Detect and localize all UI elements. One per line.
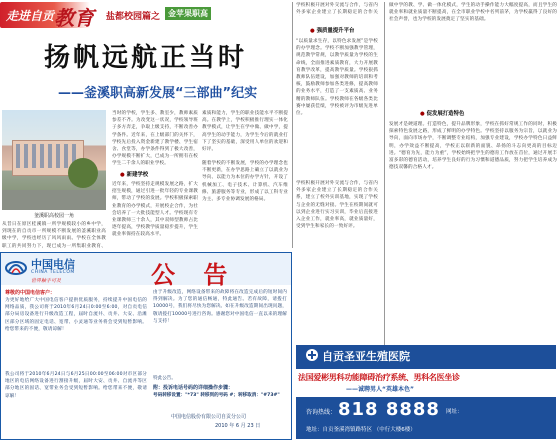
col2-text: 当时的学校，学生多、教室少，教师素质参差不齐。为改变这一状况，学校领导班子多方奔走，争取上级支持，不断改善办学条件。近年来，在上级部门的关怀下，学校先后投入资金新建了教学楼、学生宿舍、食堂等，办学条件得到了极大改善，办学规模不断扩大，已成为一所拥有在校学生二千余人的职业学校。 <box>112 111 198 166</box>
telecom-slogan: 世界触手可及 <box>31 278 62 284</box>
telecom-brand-cn: 中国电信 <box>31 258 75 271</box>
telecom-notice-line: 特此公告。 <box>153 376 176 381</box>
col5b-text: 发展才是硬道理。打造特色，提升品牌形象，学校在抓好常规工作的同时，积极探索特色发展之路，形成了鲜明的办学特色。学校坚持以服务为宗旨，以就业为导向，面向市场办学，不断调整专业结构，加强专业建设，学校办学特色日益鲜明，办学效益不断提高，学校正以崭新的面貌、昂扬的斗志向更高的目标迈进。“德育为先，能力为重”，学校始终把学生的德育工作放在首位，通过开展丰富多彩的德育活动，培养学生良好的行为习惯和道德品质，努力把学生培养成为德技双馨的合格人才。 <box>389 122 557 171</box>
divider-col4 <box>292 2 293 248</box>
hospital-website-label: 网址： <box>446 409 463 415</box>
telecom-date: 2010 年 6 月 23 日 <box>215 423 261 429</box>
col4-text: “以质量求生存，以特色求发展”是学校的办学理念。学校不断加强教学管理，规范教学常规，以教学质量为学校的生命线，全面推进素质教育，大力开展教育教学改革，提高教学质量。学校狠抓教师队伍建设，加强对教师的培训和考核，鼓励教师参加各类进修，提高教师的业务水平，打造了一支素质高、业务精的教师队伍。学校教师在各级各类比赛中屡获佳绩，学校被评为市级先进单位。 <box>296 39 378 117</box>
photo-tree <box>68 158 98 188</box>
telecom-issuer: 中国电信股份有限公司自贡分公司 <box>171 414 247 420</box>
telecom-contact: 号码转移设置："*73" 转移到的号码 #；转移取消："#73#" <box>153 393 280 398</box>
telecom-greeting: 尊敬的中国电信客户： <box>5 290 56 296</box>
col4-intro <box>296 2 378 16</box>
hospital-logo-cross-h <box>308 354 316 356</box>
hospital-ad-box <box>296 345 556 439</box>
col3b-text: 随着学校的不断发展，学校的办学理念也不断更新，在办学思路上确立了以就业为导向、以能力为本位的办学方针，开设了机械加工、电子技术、计算机、汽车维修、旅游服务等专业，形成了以工科专业为主、多专业协调发展的格局。 <box>202 161 288 203</box>
campus-photo <box>2 110 106 210</box>
hospital-address: 地址：自贡釜溪湾镇路特区 （中行大楼6楼） <box>306 427 416 433</box>
telecom-logo-icon <box>5 257 27 279</box>
telecom-body-left2: 我公司将于2010年6月24日与6月25日00:00至06:00对市区部分地区的电信网络设备进行割接升级，届时大安、贡井、自流井等区部分地区的固话、宽带业务会受到短暂影响。给您带来不便，敬请谅解！ <box>5 372 147 399</box>
hospital-slogan: ——诚聘男人“英雄本色” <box>346 386 414 393</box>
section3-bullet: ● <box>420 111 425 117</box>
col1-text: 从昔日在原区桂溪镇一所学规模较小的乡中学，到现在的自贡市一所规模不断发展的釜溪职业高级中学，学校也经历了风风雨雨。学校在全体教职工的共同努力下，现已成为一所集职业教育、 <box>2 222 106 249</box>
hospital-logo-icon <box>306 349 318 361</box>
telecom-brand-en: CHINA TELECOM <box>31 270 75 275</box>
photo-road <box>2 190 106 210</box>
section3-title: 促发展打造特色 <box>426 111 465 117</box>
telecom-ad <box>0 252 292 440</box>
hospital-hotline-label: 咨询热线： <box>306 409 337 416</box>
section2-bullet: ● <box>310 28 315 34</box>
col4b-text: 学校积极开展对外交流与合作，与省内外多家企业建立了长期稳定的合作关系，建立了校外实训基地，实现了学校与企业的无缝对接。学生在校期间就可以到企业进行实习实训，毕业后直接进入企业工作，就业率高，就业质量好，受到学生和家长的一致好评。 <box>296 181 378 230</box>
telecom-title: 公 告 <box>151 260 238 289</box>
masthead-series-big: 教育 <box>54 6 94 30</box>
hospital-hotline: 818 8888 <box>338 399 440 420</box>
col5-text: 做中学的教、学、做一体化模式，学生的动手操作能力大幅度提高，而且学生的就业率和就业质量不断提高，在全市职业学校中名列前茅，为学校赢得了良好的社会声誉，也为学校的发展奠定了坚实的基础。 <box>389 3 557 23</box>
col2b-text: 近年来，学校坚持走规模发展之路，扩大招生规模，通过引进一批年轻的专业课教师，带动了学校的发展。学校积极探索职业教育的办学模式，开展校企合作，为社会培养了一大批技能型人才。学校现有专业课教师三十余人，其中双师型教师占比逐年提高，学校教学质量稳步提升，学生就业率保持在较高水平。 <box>112 182 198 238</box>
headline: 扬帆远航正当时 <box>44 43 248 73</box>
masthead-subtitle-box: 金苹果职高 <box>165 7 211 20</box>
hospital-banner: 法国爱彬男科功能障碍治疗系统、男科名医坐诊 <box>298 373 460 382</box>
col4-intro-text: 学校积极开展对外交流与合作，与省内外多家企业建立了长期稳定的合作关 <box>296 3 378 16</box>
telecom-body-right: 由于升级改造，网络设备带来的故障将在改造完成后的短时间内得到解决。为了您的通信畅通，特此通告。若有故障，请拨打10000号，我们将尽快为您解决。如在升级改造期间出现问题，敬请拨打10000号进行咨询。感谢您对中国电信一直以来的理解与支持！ <box>153 290 287 324</box>
section2-title: 强质量提升平台 <box>316 28 355 34</box>
telecom-contact-label: 附：投诉电话号码的详细操作步骤： <box>153 385 234 391</box>
section2-heading <box>310 27 354 35</box>
hospital-title: 自贡圣亚生殖医院 <box>322 350 410 363</box>
photo-caption: 釜溪职高校园一角 <box>33 213 74 219</box>
section1-heading <box>120 171 148 179</box>
section-masthead <box>0 0 300 30</box>
telecom-body-left: 为更好地给广大中国电信客户提供优质服务，持续提升中国电信的网络品质，我公司将于2010年6月24日0:00至6:00，对自贡电信部分局房设备进行升级改造工程，届时自流井、贡井、大安、沿滩区部分区域的固定电话、宽带、小灵通等业务将会受到短暂影响。给您带来的不便，敬请谅解！ <box>5 298 147 332</box>
section1-bullet: ● <box>120 172 125 178</box>
section1-title: 新建学校 <box>126 172 149 178</box>
masthead-series: 走进自贡 <box>6 9 55 23</box>
subheadline: ——釜溪职高新发展“三部曲”纪实 <box>58 86 258 101</box>
masthead-subtitle: 盐都校园篇之 <box>106 12 161 22</box>
section3-heading <box>420 110 464 118</box>
photo-building-windows <box>16 144 78 168</box>
col3-text: 素质和能力，学生的职业技能水平不断提高。在教学上，学校积极推行理实一体化教学模式，让学生在学中做、做中学，提高学生的动手能力，为学生今后的就业打下了坚实的基础，深受用人单位的欢迎和好评。 <box>202 111 288 153</box>
